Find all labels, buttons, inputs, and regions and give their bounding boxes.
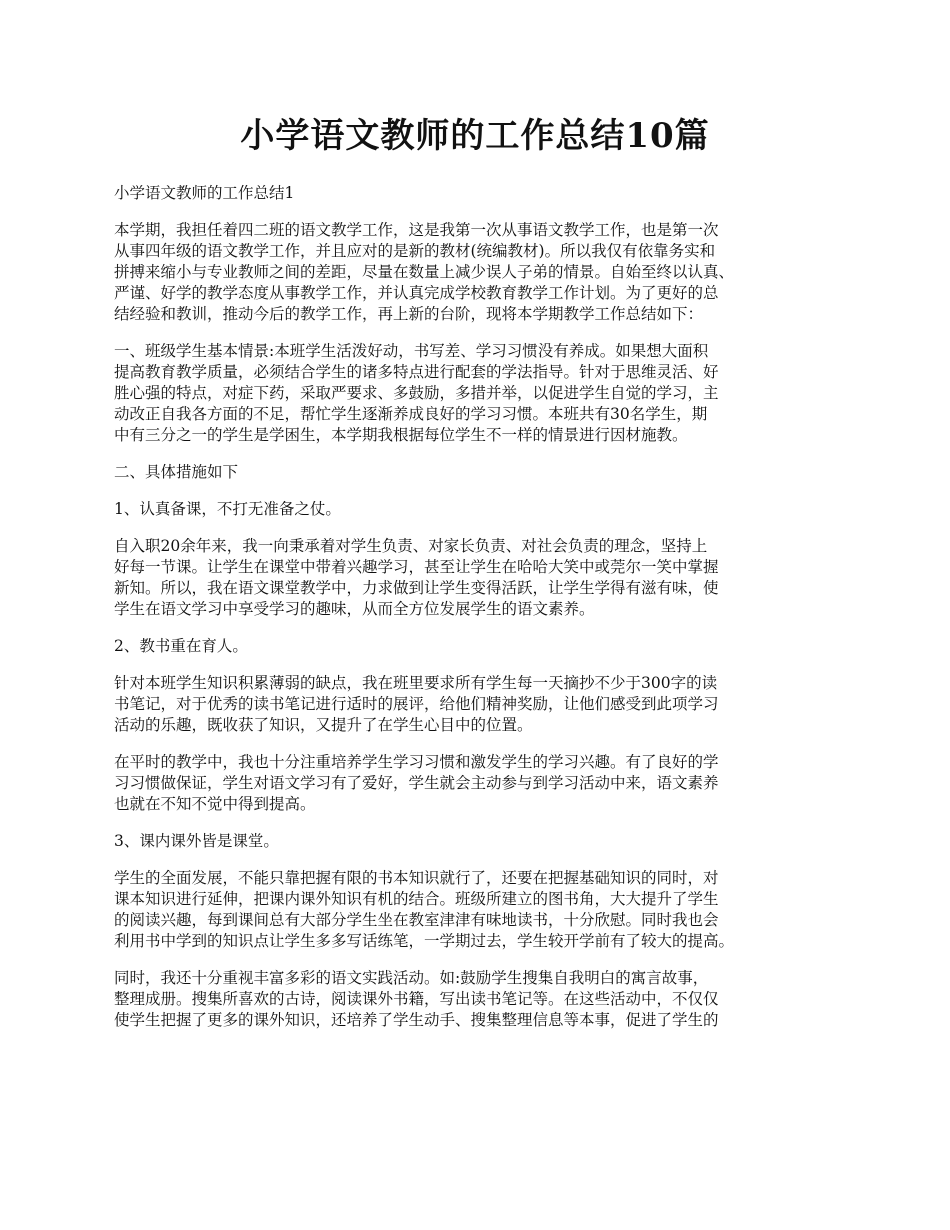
- text-line: 新知。所以，我在语文课堂教学中，力求做到让学生变得活跃，让学生学得有滋有味，使: [114, 579, 719, 597]
- document-title: 小学语文教师的工作总结10篇: [240, 116, 710, 156]
- text-line: 自入职20余年来，我一向秉承着对学生负责、对家长负责、对社会负责的理念，坚持上: [114, 537, 708, 555]
- section-subtitle: [114, 183, 842, 204]
- paragraph: [114, 220, 842, 325]
- document-body: [114, 183, 842, 1047]
- text-line: 同时，我还十分重视丰富多彩的语文实践活动。如:鼓励学生搜集自我明白的寓言故事，: [114, 969, 709, 987]
- text-line: 书笔记，对于优秀的读书笔记进行适时的展评，给他们精神奖励，让他们感受到此项学习: [114, 695, 719, 713]
- text-line: 2、教书重在育人。: [114, 637, 248, 655]
- text-line: 提高教育教学质量，必须结合学生的诸多特点进行配套的学法指导。针对于思维灵活、好: [114, 363, 719, 381]
- text-line: 习习惯做保证，学生对语文学习有了爱好，学生就会主动参与到学习活动中来，语文素养: [114, 774, 719, 792]
- text-line: 本学期，我担任着四二班的语文教学工作，这是我第一次从事语文教学工作，也是第一次: [114, 221, 719, 239]
- text-line: 的阅读兴趣，每到课间总有大部分学生坐在教室津津有味地读书，十分欣慰。同时我也会: [114, 911, 719, 929]
- text-line: 针对本班学生知识积累薄弱的缺点，我在班里要求所有学生每一天摘抄不少于300字的读: [114, 674, 718, 692]
- text-line: 1、认真备课，不打无准备之仗。: [114, 500, 341, 518]
- paragraph-list: [114, 220, 842, 1031]
- text-line: 二、具体措施如下: [114, 463, 239, 481]
- paragraph: [114, 868, 842, 952]
- text-line: 结经验和教训，推动今后的教学工作，再上新的台阶，现将本学期教学工作总结如下：: [114, 305, 704, 323]
- text-line: 在平时的教学中，我也十分注重培养学生学习习惯和激发学生的学习兴趣。有了良好的学: [114, 753, 719, 771]
- text-line: 一、班级学生基本情景:本班学生活泼好动，书写差、学习习惯没有养成。如果想大面积: [114, 342, 709, 360]
- text-line: 使学生把握了更多的课外知识，还培养了学生动手、搜集整理信息等本事，促进了学生的: [114, 1011, 719, 1029]
- paragraph: [114, 752, 842, 815]
- text-line: 从事四年级的语文教学工作，并且应对的是新的教材(统编教材)。所以我仅有依靠务实和: [114, 242, 716, 260]
- text-line: 小学语文教师的工作总结1: [114, 184, 295, 202]
- paragraph: [114, 968, 842, 1031]
- text-line: 好每一节课。让学生在课堂中带着兴趣学习，甚至让学生在哈哈大笑中或莞尔一笑中掌握: [114, 558, 719, 576]
- paragraph: [114, 636, 842, 657]
- paragraph: [114, 341, 842, 446]
- text-line: 利用书中学到的知识点让学生多多写话练笔，一学期过去，学生较开学前有了较大的提高。: [114, 932, 735, 950]
- text-line: 学生的全面发展，不能只靠把握有限的书本知识就行了，还要在把握基础知识的同时，对: [114, 869, 719, 887]
- text-line: 拼搏来缩小与专业教师之间的差距，尽量在数量上减少误人子弟的情景。自始至终以认真、: [114, 263, 735, 281]
- paragraph: [114, 536, 842, 620]
- text-line: 也就在不知不觉中得到提高。: [114, 795, 316, 813]
- text-line: 活动的乐趣，既收获了知识，又提升了在学生心目中的位置。: [114, 716, 533, 734]
- paragraph: [114, 499, 842, 520]
- text-line: 课本知识进行延伸，把课内课外知识有机的结合。班级所建立的图书角，大大提升了学生: [114, 890, 719, 908]
- text-line: 胜心强的特点，对症下药，采取严要求、多鼓励，多措并举，以促进学生自觉的学习，主: [114, 384, 719, 402]
- text-line: 3、课内课外皆是课堂。: [114, 832, 279, 850]
- paragraph: [114, 673, 842, 736]
- text-line: 整理成册。搜集所喜欢的古诗，阅读课外书籍，写出读书笔记等。在这些活动中，不仅仅: [114, 990, 719, 1008]
- text-line: 学生在语文学习中享受学习的趣味，从而全方位发展学生的语文素养。: [114, 600, 595, 618]
- text-line: 中有三分之一的学生是学困生，本学期我根据每位学生不一样的情景进行因材施教。: [114, 426, 688, 444]
- paragraph: [114, 462, 842, 483]
- text-line: 动改正自我各方面的不足，帮忙学生逐渐养成良好的学习习惯。本班共有30名学生，期: [114, 405, 708, 423]
- paragraph: [114, 831, 842, 852]
- text-line: 严谨、好学的教学态度从事教学工作，并认真完成学校教育教学工作计划。为了更好的总: [114, 284, 719, 302]
